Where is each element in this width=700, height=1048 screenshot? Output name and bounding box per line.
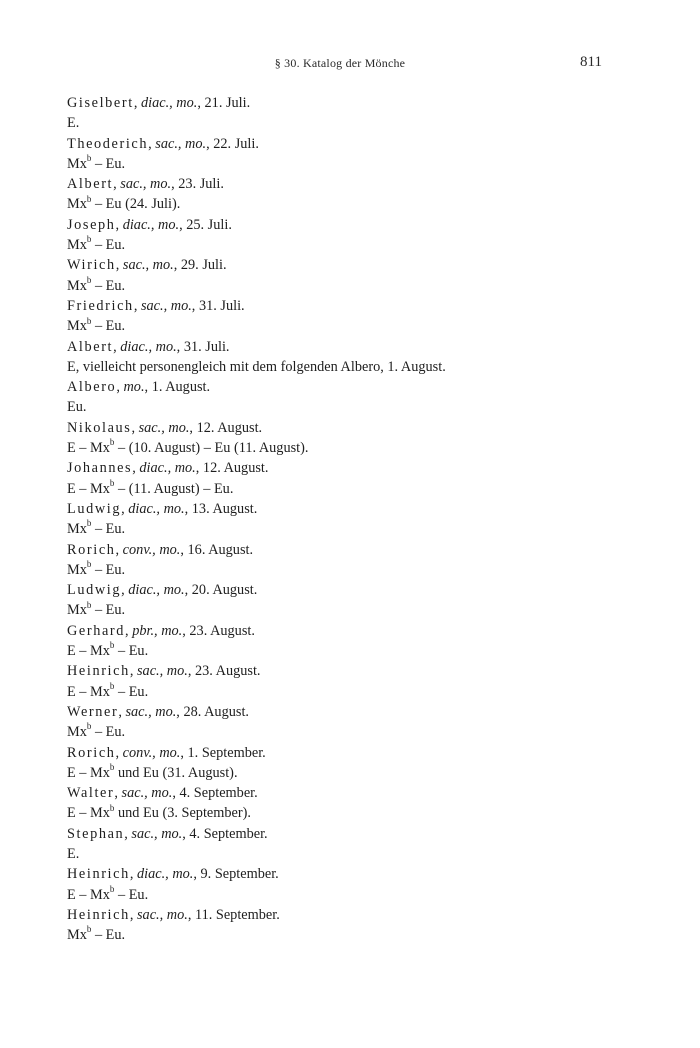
entry-heading: Heinrich, diac., mo., 9. September. bbox=[67, 866, 279, 883]
monk-catalog-entries bbox=[67, 93, 627, 945]
source-text: Mx bbox=[67, 602, 87, 619]
monk-roles: sac., mo. bbox=[122, 257, 174, 274]
entry-heading: Heinrich, sac., mo., 23. August. bbox=[67, 663, 261, 680]
source-superscript: b bbox=[109, 762, 115, 773]
monk-roles: mo. bbox=[123, 379, 145, 396]
death-date: 9. September. bbox=[200, 866, 279, 883]
source-text-continued: – Eu (24. Juli). bbox=[91, 196, 181, 213]
monk-name: Ludwig bbox=[67, 582, 122, 599]
catalog-entry bbox=[67, 255, 627, 296]
death-date: 25. Juli. bbox=[186, 216, 232, 233]
entry-heading: Theoderich, sac., mo., 22. Juli. bbox=[67, 135, 259, 152]
death-date: 23. August. bbox=[189, 622, 255, 639]
source-text-continued: – (11. August) – Eu. bbox=[114, 480, 234, 497]
catalog-entry bbox=[67, 661, 627, 702]
source-text-continued: und Eu (31. August). bbox=[114, 764, 238, 781]
source-superscript: b bbox=[109, 477, 115, 488]
monk-roles: sac., mo. bbox=[120, 176, 172, 193]
monk-name: Walter bbox=[67, 785, 115, 802]
monk-name: Gerhard bbox=[67, 622, 126, 639]
source-superscript: b bbox=[109, 802, 115, 813]
entry-sources bbox=[67, 925, 627, 945]
entry-heading: Gerhard, pbr., mo., 23. August. bbox=[67, 622, 255, 639]
source-text-continued: – Eu. bbox=[114, 643, 149, 660]
catalog-entry bbox=[67, 621, 627, 662]
entry-sources bbox=[67, 560, 627, 580]
source-text-continued: – Eu. bbox=[91, 724, 126, 741]
source-text: E – Mx bbox=[67, 886, 110, 903]
source-text: Mx bbox=[67, 927, 87, 944]
monk-roles: conv., mo. bbox=[122, 541, 181, 558]
entry-sources bbox=[67, 682, 627, 702]
entry-heading: Albero, mo., 1. August. bbox=[67, 379, 211, 396]
monk-roles: sac., mo. bbox=[155, 135, 207, 152]
source-text: Mx bbox=[67, 237, 87, 254]
monk-roles: diac., mo. bbox=[140, 95, 198, 111]
entry-heading: Joseph, diac., mo., 25. Juli. bbox=[67, 216, 232, 233]
source-text: Mx bbox=[67, 196, 87, 213]
source-text-continued: – Eu. bbox=[91, 277, 126, 294]
monk-roles: sac., mo. bbox=[131, 825, 183, 842]
source-text-continued: – Eu. bbox=[91, 927, 126, 944]
death-date: 12. August. bbox=[196, 419, 263, 436]
death-date: 28. August. bbox=[183, 703, 249, 720]
source-text: Mx bbox=[67, 318, 87, 335]
death-date: 1. September. bbox=[187, 744, 266, 761]
entry-heading: Heinrich, sac., mo., 11. September. bbox=[67, 906, 280, 923]
monk-name: Werner bbox=[67, 703, 119, 720]
monk-name: Rorich bbox=[67, 744, 116, 761]
catalog-entry bbox=[67, 134, 627, 175]
entry-heading: Albert, sac., mo., 23. Juli. bbox=[67, 176, 224, 193]
death-date: 12. August. bbox=[202, 460, 269, 477]
source-text: E. bbox=[67, 115, 80, 132]
catalog-entry bbox=[67, 743, 627, 784]
source-superscript: b bbox=[109, 680, 115, 691]
entry-heading: Ludwig, diac., mo., 13. August. bbox=[67, 500, 258, 517]
source-text: E – Mx bbox=[67, 643, 110, 660]
entry-heading: Walter, sac., mo., 4. September. bbox=[67, 785, 258, 802]
source-superscript: b bbox=[86, 721, 92, 732]
monk-name: Nikolaus bbox=[67, 419, 132, 436]
source-superscript: b bbox=[86, 518, 92, 529]
source-text: E, vielleicht personengleich mit dem folgenden Albero, 1. August. bbox=[67, 358, 446, 375]
entry-sources bbox=[67, 397, 627, 417]
monk-name: Johannes bbox=[67, 460, 133, 477]
monk-name: Ludwig bbox=[67, 500, 122, 517]
source-text: E – Mx bbox=[67, 480, 110, 497]
entry-sources bbox=[67, 438, 627, 458]
entry-sources bbox=[67, 844, 627, 864]
source-text: E – Mx bbox=[67, 805, 110, 822]
source-superscript: b bbox=[86, 153, 92, 164]
death-date: 22. Juli. bbox=[213, 135, 259, 152]
catalog-entry bbox=[67, 905, 627, 946]
monk-roles: diac., mo. bbox=[120, 338, 177, 355]
source-superscript: b bbox=[86, 315, 92, 326]
source-text: Mx bbox=[67, 561, 87, 578]
entry-sources bbox=[67, 154, 627, 174]
catalog-entry bbox=[67, 783, 627, 824]
monk-name: Albero bbox=[67, 379, 117, 396]
entry-sources bbox=[67, 722, 627, 742]
monk-name: Giselbert bbox=[67, 95, 134, 111]
source-superscript: b bbox=[86, 274, 92, 285]
source-text-continued: – Eu. bbox=[91, 602, 126, 619]
monk-name: Albert bbox=[67, 176, 114, 193]
source-text-continued: und Eu (3. September). bbox=[114, 805, 251, 822]
running-title: § 30. Katalog der Mönche bbox=[274, 56, 406, 70]
death-date: 23. Juli. bbox=[178, 176, 224, 193]
source-text-continued: – (10. August) – Eu (11. August). bbox=[114, 440, 309, 457]
entry-sources bbox=[67, 235, 627, 255]
entry-heading: Friedrich, sac., mo., 31. Juli. bbox=[67, 297, 245, 314]
monk-name: Heinrich bbox=[67, 866, 130, 883]
entry-heading: Stephan, sac., mo., 4. September. bbox=[67, 825, 268, 842]
entry-sources bbox=[67, 194, 627, 214]
entry-heading: Albert, diac., mo., 31. Juli. bbox=[67, 338, 230, 355]
death-date: 13. August. bbox=[191, 500, 258, 517]
source-text-continued: – Eu. bbox=[91, 237, 126, 254]
entry-heading: Giselbert, diac., mo., 21. Juli. bbox=[67, 95, 251, 111]
monk-name: Stephan bbox=[67, 825, 125, 842]
monk-roles: sac., mo. bbox=[136, 663, 188, 680]
catalog-entry bbox=[67, 499, 627, 540]
entry-sources bbox=[67, 885, 627, 905]
source-superscript: b bbox=[86, 559, 92, 570]
source-superscript: b bbox=[86, 234, 92, 245]
monk-name: Joseph bbox=[67, 216, 116, 233]
monk-roles: sac., mo. bbox=[138, 419, 190, 436]
death-date: 23. August. bbox=[194, 663, 261, 680]
entry-sources bbox=[67, 316, 627, 336]
source-text: Eu. bbox=[67, 399, 87, 416]
source-text-continued: – Eu. bbox=[114, 886, 149, 903]
source-text: Mx bbox=[67, 521, 87, 538]
catalog-entry bbox=[67, 864, 627, 905]
death-date: 20. August. bbox=[191, 582, 258, 599]
catalog-entry bbox=[67, 215, 627, 256]
monk-roles: diac., mo. bbox=[136, 866, 194, 883]
entry-sources bbox=[67, 763, 627, 783]
monk-roles: sac., mo. bbox=[140, 297, 192, 314]
entry-heading: Werner, sac., mo., 28. August. bbox=[67, 703, 249, 720]
death-date: 21. Juli. bbox=[204, 95, 251, 111]
monk-roles: sac., mo. bbox=[121, 785, 173, 802]
death-date: 4. September. bbox=[179, 785, 258, 802]
source-text-continued: – Eu. bbox=[91, 155, 126, 172]
source-text-continued: – Eu. bbox=[114, 683, 149, 700]
monk-name: Friedrich bbox=[67, 297, 134, 314]
monk-roles: sac., mo. bbox=[136, 906, 188, 923]
entry-heading: Ludwig, diac., mo., 20. August. bbox=[67, 582, 258, 599]
death-date: 31. Juli. bbox=[198, 297, 245, 314]
catalog-entry bbox=[67, 93, 627, 134]
entry-sources bbox=[67, 276, 627, 296]
source-superscript: b bbox=[86, 193, 92, 204]
source-text: Mx bbox=[67, 277, 87, 294]
death-date: 16. August. bbox=[187, 541, 254, 558]
page-number: 811 bbox=[580, 54, 602, 70]
source-text-continued: – Eu. bbox=[91, 521, 126, 538]
entry-heading: Nikolaus, sac., mo., 12. August. bbox=[67, 419, 263, 436]
monk-roles: sac., mo. bbox=[125, 703, 177, 720]
catalog-entry bbox=[67, 377, 627, 418]
catalog-entry bbox=[67, 458, 627, 499]
monk-roles: diac., mo. bbox=[128, 582, 185, 599]
death-date: 1. August. bbox=[151, 379, 211, 396]
source-superscript: b bbox=[86, 924, 92, 935]
monk-roles: conv., mo. bbox=[122, 744, 181, 761]
catalog-entry bbox=[67, 580, 627, 621]
entry-sources bbox=[67, 357, 627, 377]
monk-roles: pbr., mo. bbox=[132, 622, 183, 639]
source-text: E – Mx bbox=[67, 683, 110, 700]
death-date: 11. September. bbox=[194, 906, 280, 923]
catalog-entry bbox=[67, 418, 627, 459]
catalog-entry bbox=[67, 174, 627, 215]
source-text: E – Mx bbox=[67, 764, 110, 781]
monk-name: Wirich bbox=[67, 257, 116, 274]
entry-heading: Wirich, sac., mo., 29. Juli. bbox=[67, 257, 227, 274]
monk-name: Rorich bbox=[67, 541, 116, 558]
catalog-entry bbox=[67, 702, 627, 743]
monk-roles: diac., mo. bbox=[122, 216, 180, 233]
source-superscript: b bbox=[86, 599, 92, 610]
entry-sources bbox=[67, 113, 627, 133]
catalog-entry bbox=[67, 337, 627, 378]
source-text-continued: – Eu. bbox=[91, 561, 126, 578]
catalog-entry bbox=[67, 296, 627, 337]
entry-sources bbox=[67, 803, 627, 823]
catalog-entry bbox=[67, 824, 627, 865]
monk-name: Heinrich bbox=[67, 906, 130, 923]
monk-roles: diac., mo. bbox=[139, 460, 196, 477]
source-text-continued: – Eu. bbox=[91, 318, 126, 335]
entry-heading: Rorich, conv., mo., 1. September. bbox=[67, 744, 266, 761]
entry-heading: Johannes, diac., mo., 12. August. bbox=[67, 460, 269, 477]
entry-sources bbox=[67, 479, 627, 499]
entry-heading: Rorich, conv., mo., 16. August. bbox=[67, 541, 254, 558]
entry-sources bbox=[67, 600, 627, 620]
source-text: Mx bbox=[67, 155, 87, 172]
source-superscript: b bbox=[109, 640, 115, 651]
source-superscript: b bbox=[109, 883, 115, 894]
source-superscript: b bbox=[109, 437, 115, 448]
catalog-entry bbox=[67, 540, 627, 581]
monk-roles: diac., mo. bbox=[128, 500, 185, 517]
running-head bbox=[0, 56, 700, 76]
source-text: E – Mx bbox=[67, 440, 110, 457]
entry-sources bbox=[67, 519, 627, 539]
death-date: 31. Juli. bbox=[183, 338, 230, 355]
entry-sources bbox=[67, 641, 627, 661]
source-text: E. bbox=[67, 845, 80, 862]
monk-name: Theoderich bbox=[67, 135, 149, 152]
death-date: 4. September. bbox=[189, 825, 268, 842]
source-text: Mx bbox=[67, 724, 87, 741]
monk-name: Heinrich bbox=[67, 663, 130, 680]
monk-name: Albert bbox=[67, 338, 114, 355]
death-date: 29. Juli. bbox=[180, 257, 227, 274]
